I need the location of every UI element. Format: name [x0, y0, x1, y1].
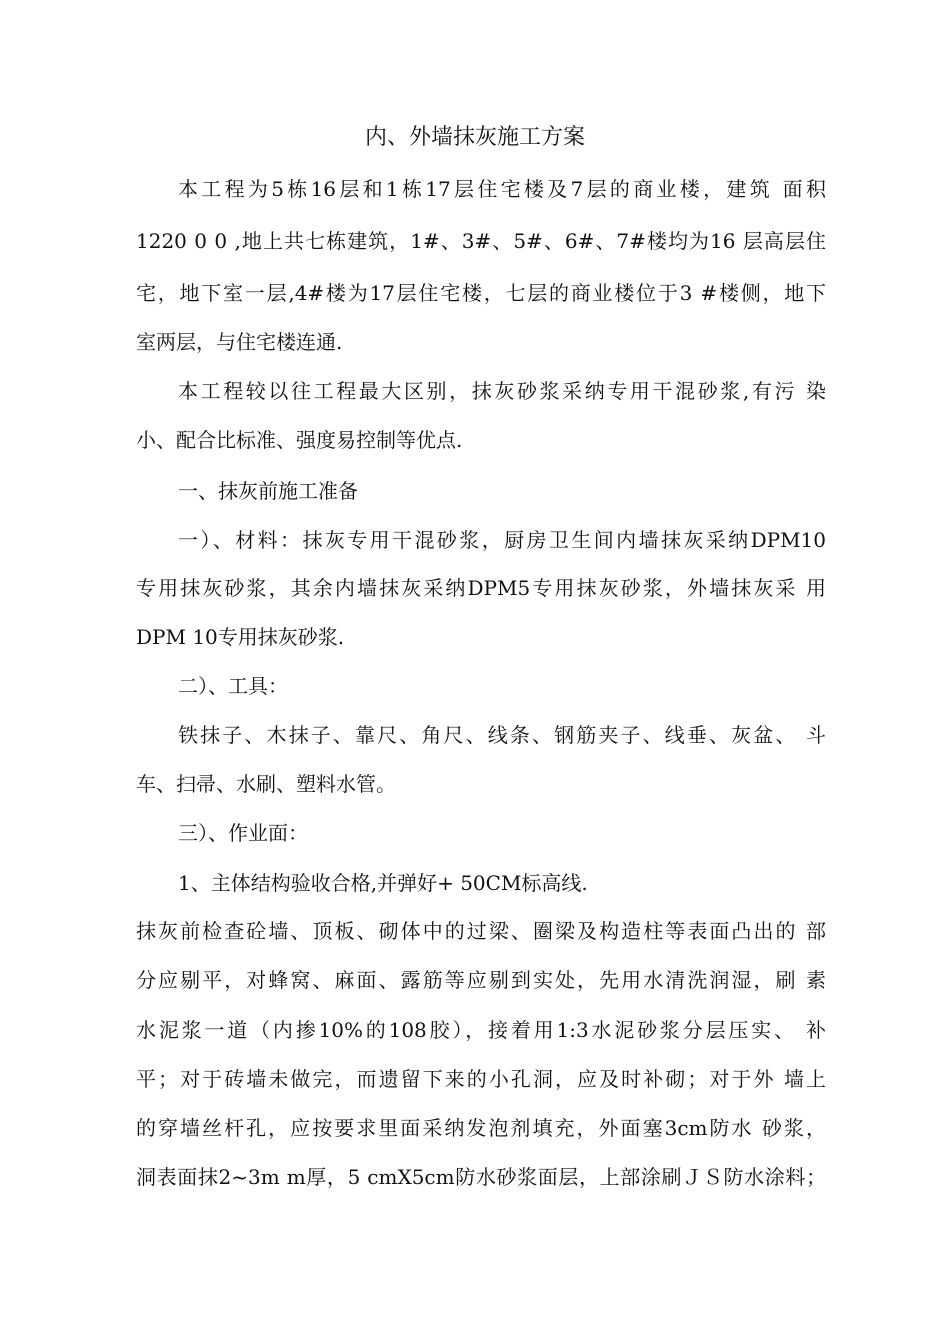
paragraph-line: 水泥浆一道（内掺10%的108胶），接着用1:3水泥砂浆分层压实、 补: [136, 1018, 826, 1042]
paragraph-line: 宅，地下室一层,4#楼为17层住宅楼，七层的商业楼位于3 #楼侧，地下: [136, 281, 826, 305]
paragraph-line: 的穿墙丝杆孔，应按要求里面采纳发泡剂填充，外面塞3cm防水 砂浆，: [136, 1116, 826, 1140]
paragraph-line: 本工程较以往工程最大区别，抹灰砂浆采纳专用干混砂浆,有污 染: [178, 379, 826, 403]
paragraph-line: 1、主体结构验收合格,并弹好+ 50CM标高线.: [178, 871, 588, 895]
paragraph-line: DPM 10专用抹灰砂浆.: [136, 625, 345, 649]
paragraph-line: 1220 0 0 ,地上共七栋建筑，1#、3#、5#、6#、7#楼均为16 层高层住: [136, 229, 826, 253]
paragraph-line: 室两层，与住宅楼连通.: [136, 330, 343, 354]
paragraph-line: 车、扫帚、水刷、塑料水管。: [136, 772, 396, 796]
paragraph-line: 一）、材料：抹灰专用干混砂浆，厨房卫生间内墙抹灰采纳DPM10: [178, 528, 826, 552]
paragraph-line: 小、配合比标准、强度易控制等优点.: [136, 428, 463, 452]
paragraph-line: 本工程为5栋16层和1栋17层住宅楼及7层的商业楼，建筑 面积: [178, 177, 826, 201]
subsection-heading: 二）、工具：: [178, 674, 288, 698]
subsection-heading: 三）、作业面：: [178, 821, 308, 845]
document-title: 内、外墙抹灰施工方案: [364, 125, 585, 150]
paragraph-line: 分应剔平，对蜂窝、麻面、露筋等应剔到实处，先用水清洗润湿，刷 素: [136, 968, 826, 992]
paragraph-line: 平；对于砖墙未做完，而遗留下来的小孔洞，应及时补砌；对于外 墙上: [136, 1067, 826, 1091]
paragraph-line: 抹灰前检查砼墙、顶板、砌体中的过梁、圈梁及构造柱等表面凸出的 部: [136, 919, 826, 943]
paragraph-line: 专用抹灰砂浆，其余内墙抹灰采纳DPM5专用抹灰砂浆，外墙抹灰采 用: [136, 576, 826, 600]
paragraph-line: 铁抹子、木抹子、靠尺、角尺、线条、钢筋夹子、线垂、灰盆、 斗: [178, 723, 826, 747]
section-heading: 一、抹灰前施工准备: [178, 479, 358, 503]
paragraph-line: 洞表面抹2~3m m厚，5 cmX5cm防水砂浆面层，上部涂刷ＪＳ防水涂料；: [136, 1165, 826, 1189]
